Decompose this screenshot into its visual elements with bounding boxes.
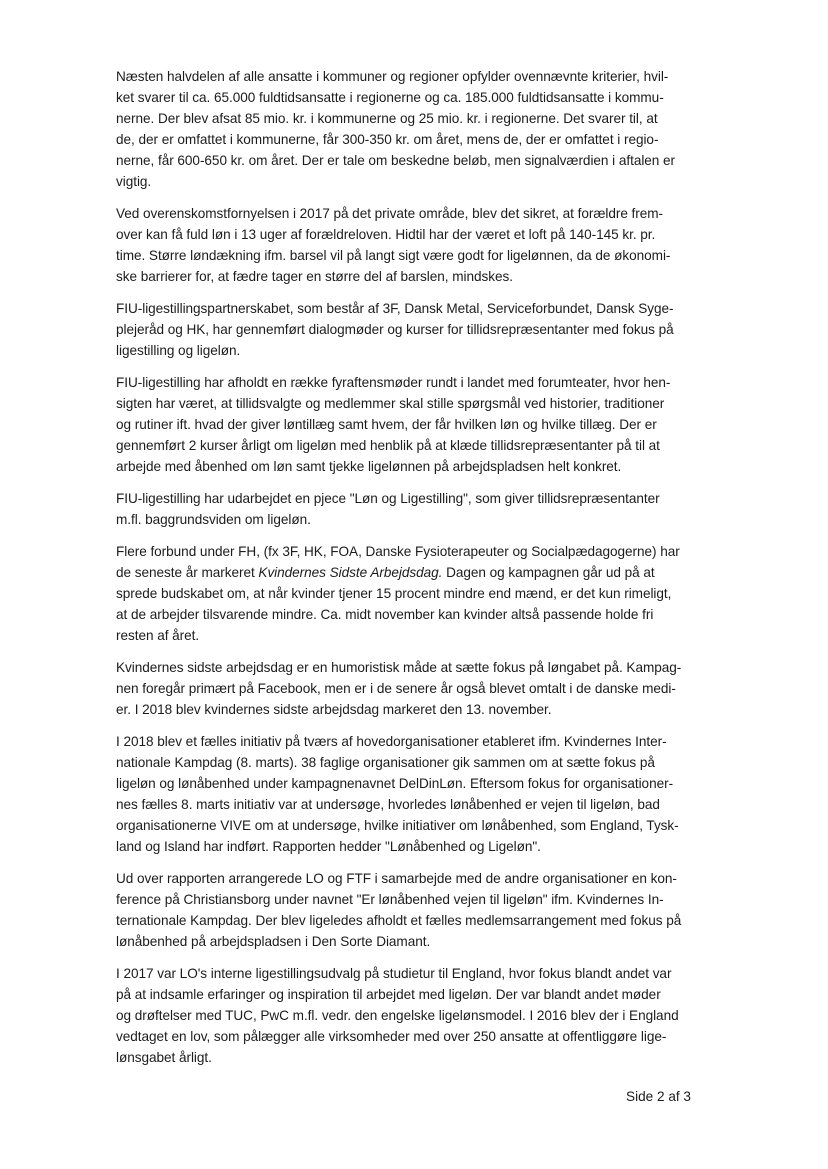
text-line: ket svarer til ca. 65.000 fuldtidsansatte i regionerne og ca. 185.000 fuldtidsansatte i kommu- [116, 90, 664, 105]
paragraph [116, 731, 712, 857]
text-line [116, 625, 712, 646]
text-line: I 2018 blev et fælles initiativ på tværs af hovedorganisationer etableret ifm. Kvindernes Inter- [116, 734, 667, 749]
text-line: FIU-ligestillingspartnerskabet, som består af 3F, Dansk Metal, Serviceforbundet, Dansk Syge- [116, 301, 674, 316]
paragraph [116, 203, 712, 287]
text-segment: sprede budskabet om, at når kvinder tjener 15 procent mindre end mænd, er det kun rimeligt, [116, 586, 672, 601]
page-number: Side 2 af 3 [626, 1089, 691, 1104]
paragraph [116, 298, 712, 361]
paragraph [116, 488, 712, 530]
text-line: Næsten halvdelen af alle ansatte i kommuner og regioner opfylder ovennævnte kriterier, hvil- [116, 69, 669, 84]
text-line: I 2017 var LO's interne ligestillingsudvalg på studietur til England, hvor fokus blandt andet var [116, 966, 672, 981]
text-segment: Flere forbund under FH, (fx 3F, HK, FOA, Danske Fysioterapeuter og Socialpædagogerne) har [116, 544, 680, 559]
text-line [116, 541, 712, 562]
text-line: nes fælles 8. marts initiativ var at undersøge, hvorledes lønåbenhed er vejen til ligeløn, bad [116, 797, 660, 812]
text-line: FIU-ligestilling har afholdt en række fyraftensmøder rundt i landet med forumteater, hvor hen- [116, 375, 671, 390]
paragraph [116, 541, 712, 646]
text-line: lønåbenhed på arbejdspladsen i Den Sorte Diamant. [116, 934, 431, 949]
text-line: over kan få fuld løn i 13 uger af forældreloven. Hidtil har der været et loft på 140-145 kr. pr. [116, 227, 656, 242]
text-line: nationale Kampdag (8. marts). 38 faglige organisationer gik sammen om at sætte fokus på [116, 755, 655, 770]
text-line: ske barrierer for, at fædre tager en større del af barslen, mindskes. [116, 269, 513, 284]
text-segment: Dagen og kampagnen går ud på at [442, 565, 655, 580]
text-line: plejeråd og HK, har gennemført dialogmøder og kurser for tillidsrepræsentanter med fokus på [116, 322, 674, 337]
text-line: Kvindernes sidste arbejdsdag er en humoristisk måde at sætte fokus på løngabet på. Kampag- [116, 660, 682, 675]
paragraph [116, 963, 712, 1068]
text-line [116, 604, 712, 625]
paragraph [116, 372, 712, 477]
text-line: ternationale Kampdag. Der blev ligeledes afholdt et fælles medlemsarrangement med fokus på [116, 913, 682, 928]
text-line: nen foregår primært på Facebook, men er i de senere år også blevet omtalt i de danske medi- [116, 681, 676, 696]
text-line: organisationerne VIVE om at undersøge, hvilke initiativer om lønåbenhed, som England, Tysk- [116, 818, 679, 833]
text-line: land og Island har indført. Rapporten hedder "Lønåbenhed og Ligeløn". [116, 839, 541, 854]
text-segment: at de arbejder tilsvarende mindre. Ca. midt november kan kvinder altså passende holde fri [116, 607, 654, 622]
text-segment: de seneste år markeret [116, 565, 259, 580]
text-line: ligestilling og ligeløn. [116, 343, 241, 358]
text-line: på at indsamle erfaringer og inspiration til arbejdet med ligeløn. Der var blandt andet møder [116, 987, 661, 1002]
text-line: og drøftelser med TUC, PwC m.fl. vedr. den engelske ligelønsmodel. I 2016 blev der i England [116, 1008, 679, 1023]
text-segment: resten af året. [116, 628, 200, 643]
text-line [116, 562, 712, 583]
text-line: nerne. Der blev afsat 85 mio. kr. i kommunerne og 25 mio. kr. i regionerne. Det svarer til, at [116, 111, 658, 126]
paragraph [116, 66, 712, 192]
text-line: vedtaget en lov, som pålægger alle virksomheder med over 250 ansatte at offentliggøre lige- [116, 1029, 667, 1044]
text-line: gennemført 2 kurser årligt om ligeløn med henblik på at klæde tillidsrepræsentanter på til at [116, 438, 660, 453]
paragraph [116, 868, 712, 952]
text-line [116, 583, 712, 604]
text-line: er. I 2018 blev kvindernes sidste arbejdsdag markeret den 13. november. [116, 702, 552, 717]
text-line: sigten har været, at tillidsvalgte og medlemmer skal stille spørgsmål ved historier, traditioner [116, 396, 665, 411]
document-body [116, 66, 712, 1079]
text-line: nerne, får 600-650 kr. om året. Der er tale om beskedne beløb, men signalværdien i aftalen er [116, 153, 676, 168]
text-line: vigtig. [116, 174, 152, 189]
text-line: FIU-ligestilling har udarbejdet en pjece "Løn og Ligestilling", som giver tillidsrepræsentanter [116, 491, 660, 506]
text-line: de, der er omfattet i kommunerne, får 300-350 kr. om året, mens de, der er omfattet i regio- [116, 132, 659, 147]
text-line: Ved overenskomstfornyelsen i 2017 på det private område, blev det sikret, at forældre frem- [116, 206, 664, 221]
text-line: og rutiner ift. hvad der giver løntillæg samt hvem, der får hvilken løn og hvilke tillæg. Der er [116, 417, 657, 432]
paragraph [116, 657, 712, 720]
text-line: lønsgabet årligt. [116, 1050, 212, 1065]
text-line: time. Større løndækning ifm. barsel vil på langt sigt være godt for ligelønnen, da de økonomi- [116, 248, 671, 263]
text-line: m.fl. baggrundsviden om ligeløn. [116, 512, 311, 527]
text-line: arbejde med åbenhed om løn samt tjekke ligelønnen på arbejdspladsen helt konkret. [116, 459, 622, 474]
text-line: ference på Christiansborg under navnet "Er lønåbenhed vejen til ligeløn" ifm. Kvindernes In- [116, 892, 664, 907]
text-line: ligeløn og lønåbenhed under kampagnenavnet DelDinLøn. Eftersom fokus for organisationer- [116, 776, 674, 791]
text-line: Ud over rapporten arrangerede LO og FTF i samarbejde med de andre organisationer en kon- [116, 871, 677, 886]
campaign-name-italic: Kvindernes Sidste Arbejdsdag. [258, 565, 443, 580]
